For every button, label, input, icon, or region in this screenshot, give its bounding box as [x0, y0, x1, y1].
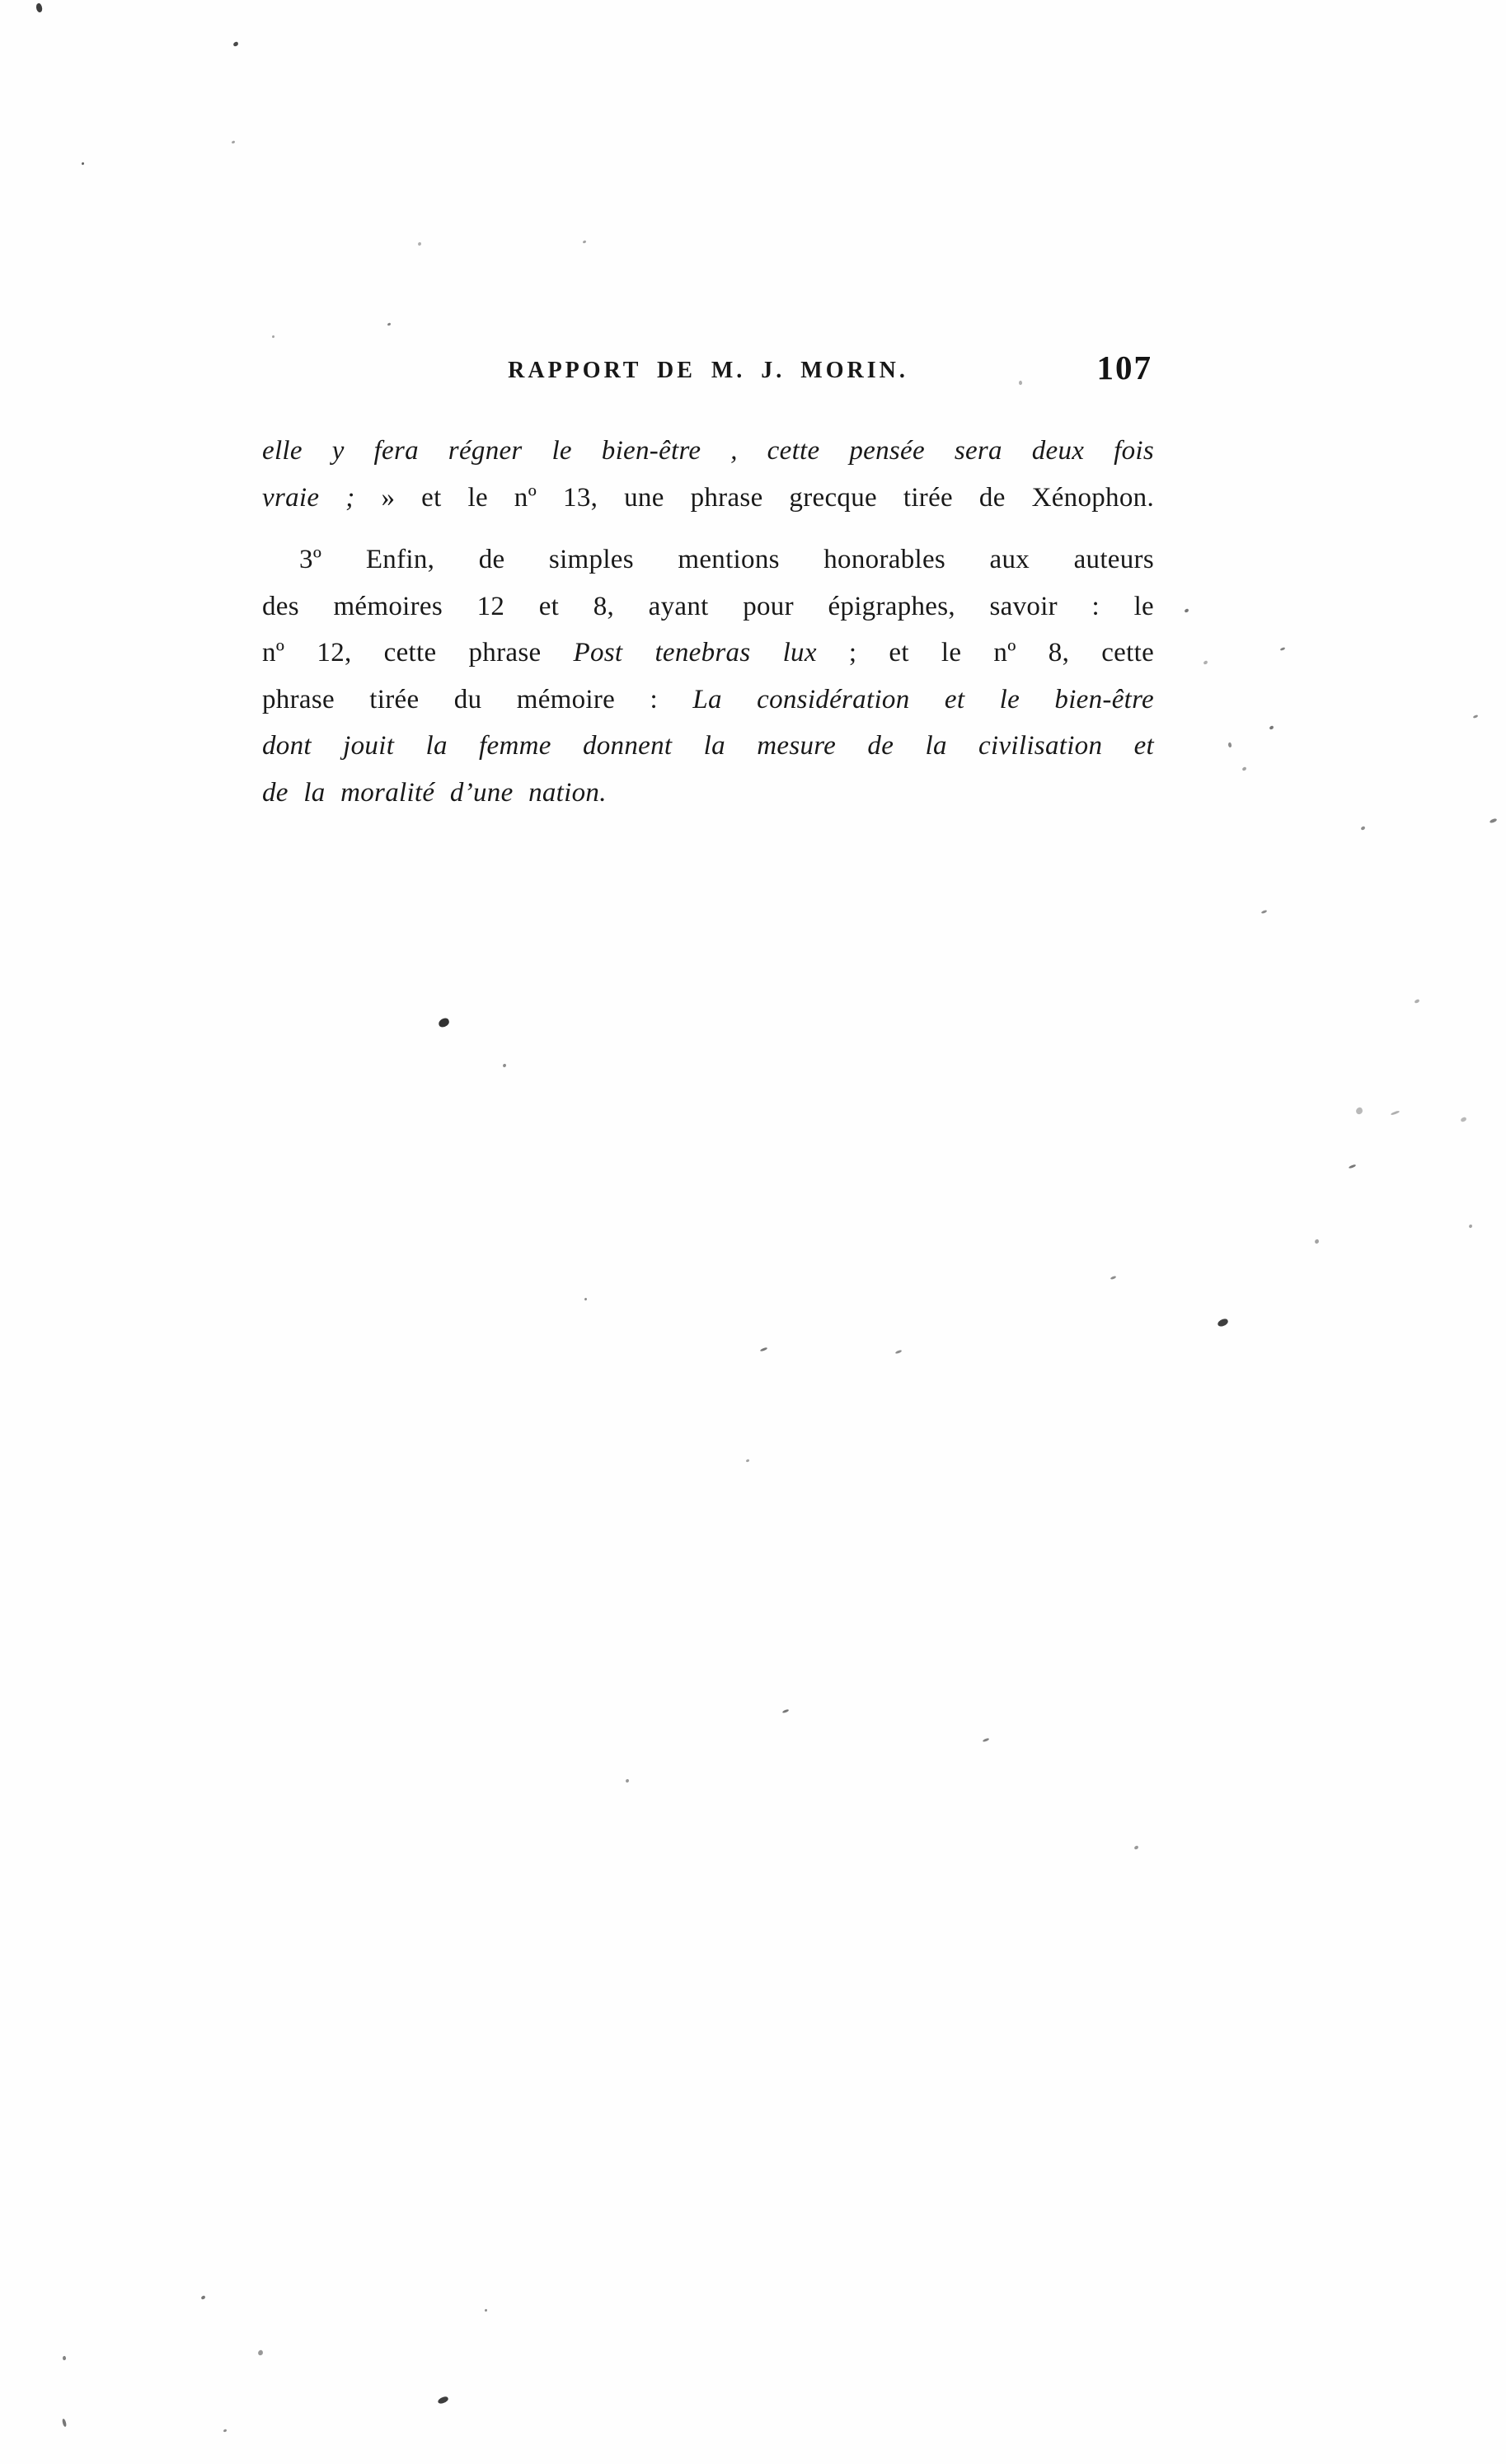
scan-speck — [760, 1347, 767, 1352]
scan-speck — [1415, 999, 1420, 1004]
text-segment: 3º Enfin, de simples mentions honorables aux auteurs — [299, 545, 1154, 574]
text-line — [262, 677, 1154, 724]
text-segment: phrase tirée du mémoire : — [262, 684, 693, 714]
scan-speck — [1134, 1845, 1139, 1849]
text-line — [262, 475, 1154, 522]
scan-speck — [502, 1063, 506, 1067]
scan-speck — [272, 335, 275, 339]
scan-speck — [1355, 1107, 1363, 1115]
paragraph-2 — [262, 536, 1154, 816]
text-segment: elle y fera régner le bien-être , cette pensée sera deux fois — [262, 436, 1154, 466]
scan-speck — [82, 162, 85, 166]
scan-speck — [1460, 1117, 1466, 1122]
scan-speck — [62, 2419, 68, 2428]
scan-speck — [1473, 714, 1479, 719]
text-segment: de la moralité d’une nation. — [262, 777, 607, 808]
scan-speck — [257, 2349, 264, 2356]
scan-speck — [983, 1738, 990, 1742]
scan-speck — [201, 2295, 206, 2299]
scan-speck — [782, 1709, 790, 1713]
page-number: 107 — [1096, 349, 1152, 386]
text-segment: des mémoires 12 et 8, ayant pour épigraphes, savoir : le — [262, 591, 1154, 621]
scan-speck — [438, 1017, 450, 1028]
scan-speck — [1314, 1239, 1319, 1244]
text-line — [262, 630, 1154, 677]
page-header — [262, 349, 1154, 391]
text-segment: nº 12, cette phrase — [262, 638, 574, 668]
paragraph-1 — [262, 428, 1154, 522]
text-segment: La considération et le bien-être — [692, 684, 1155, 714]
scan-speck — [584, 1298, 588, 1301]
scan-speck — [223, 2429, 228, 2432]
scan-speck — [625, 1778, 629, 1782]
scan-speck — [35, 2, 43, 13]
scan-speck — [485, 2309, 488, 2312]
scan-speck — [1261, 910, 1268, 914]
scan-speck — [417, 241, 421, 246]
scan-speck — [1227, 742, 1232, 748]
scan-speck — [1349, 1164, 1356, 1169]
text-line — [262, 583, 1154, 630]
text-segment: Post tenebras lux — [573, 638, 817, 668]
scan-speck — [232, 41, 238, 47]
scan-speck — [895, 1350, 903, 1354]
scan-speck — [232, 140, 236, 143]
running-title: RAPPORT DE M. J. MORIN. — [508, 358, 908, 383]
scan-speck — [1203, 660, 1208, 664]
scan-speck — [1242, 766, 1247, 771]
scan-speck — [62, 2356, 66, 2361]
scan-speck — [1468, 1224, 1472, 1228]
scan-speck — [1361, 826, 1366, 830]
scan-speck — [583, 240, 587, 243]
scan-speck — [1280, 647, 1286, 651]
scan-speck — [1391, 1110, 1400, 1115]
text-line — [262, 536, 1154, 583]
text-segment: vraie ; — [262, 483, 382, 513]
scan-speck — [1110, 1276, 1117, 1280]
scan-speck — [1269, 725, 1274, 729]
scan-speck — [1490, 818, 1498, 824]
text-segment: ; et le nº 8, cette — [816, 638, 1155, 668]
scan-speck — [387, 322, 392, 326]
text-line — [262, 428, 1154, 475]
scan-speck — [1217, 1318, 1229, 1328]
scan-speck — [437, 2396, 449, 2405]
text-segment: dont jouit la femme donnent la mesure de la civilisation et — [262, 731, 1154, 761]
text-line — [262, 723, 1154, 770]
scan-speck — [1185, 608, 1189, 612]
text-segment: » et le nº 13, une phrase grecque tirée de Xénophon. — [381, 483, 1154, 513]
text-line — [262, 770, 1154, 817]
scan-speck — [746, 1459, 750, 1462]
